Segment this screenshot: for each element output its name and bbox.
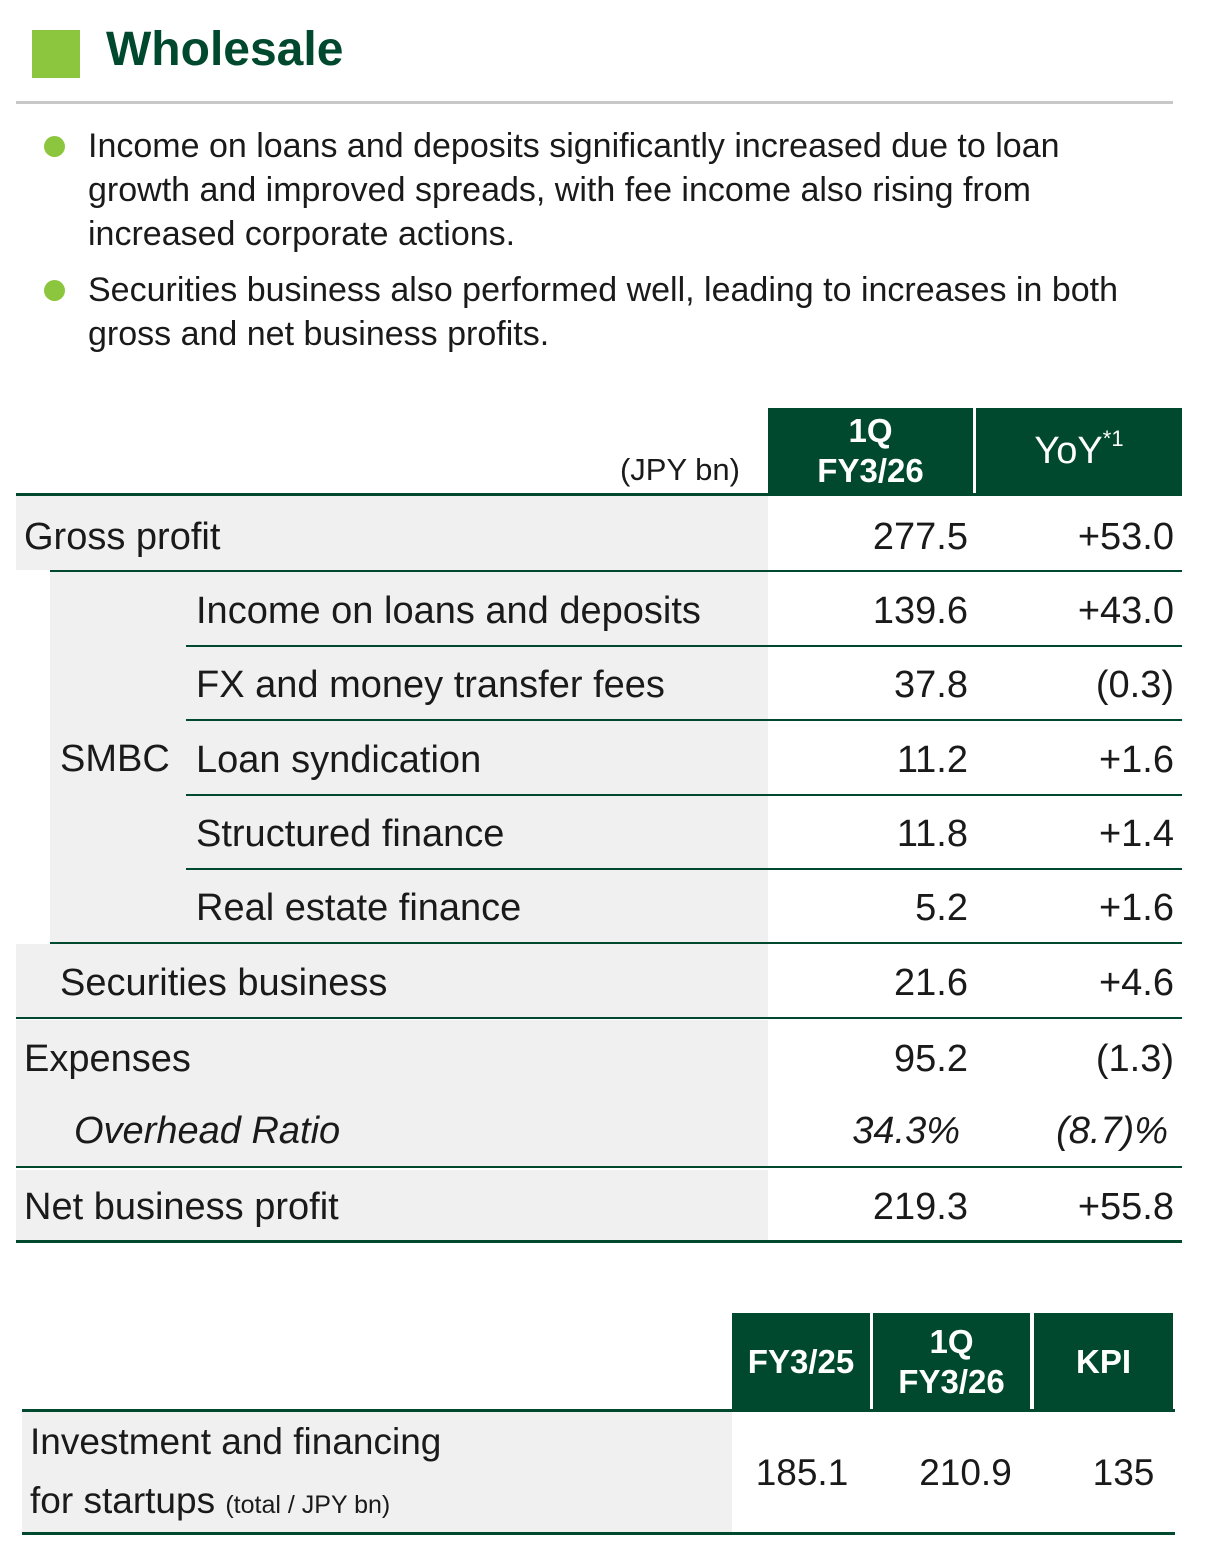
row-value: 219.3 bbox=[872, 1186, 968, 1228]
row-label: Real estate finance bbox=[196, 887, 522, 929]
row-label: Structured finance bbox=[196, 813, 505, 855]
row-label-note: (total / JPY bn) bbox=[225, 1491, 391, 1519]
row-value: 5.2 bbox=[915, 887, 968, 929]
title-divider bbox=[16, 101, 1173, 104]
unit-label: (JPY bn) bbox=[619, 452, 740, 487]
bullet-text: Securities business also performed well, leading to increases in both gross and net business profits. bbox=[88, 271, 1118, 353]
row-value: 34.3% bbox=[852, 1110, 960, 1152]
row-label: Expenses bbox=[24, 1038, 191, 1080]
row-rule bbox=[186, 719, 1182, 721]
value-fy325: 185.1 bbox=[755, 1452, 849, 1493]
row-label: Overhead Ratio bbox=[74, 1110, 341, 1152]
row-rule bbox=[16, 1017, 1182, 1019]
col-header-label: FY3/25 bbox=[747, 1342, 855, 1380]
col-header-line: 1Q bbox=[929, 1322, 974, 1360]
row-yoy: +4.6 bbox=[1098, 962, 1174, 1004]
col-header-yoy bbox=[976, 408, 1182, 494]
col-header-label: KPI bbox=[1075, 1342, 1131, 1380]
col-header-line: 1Q bbox=[848, 412, 893, 449]
value-1q-fy326: 210.9 bbox=[919, 1452, 1012, 1493]
col-header-kpi bbox=[1034, 1313, 1173, 1410]
row-value: 37.8 bbox=[894, 664, 968, 706]
row-label-line1: Investment and financing bbox=[30, 1421, 442, 1462]
bullet-dot-icon bbox=[44, 280, 65, 301]
col-header-line: FY3/26 bbox=[817, 452, 924, 489]
row-label: Loan syndication bbox=[196, 739, 482, 781]
value-kpi: 135 bbox=[1092, 1452, 1155, 1493]
col-header-label: YoY bbox=[1034, 429, 1103, 472]
row-value: 277.5 bbox=[872, 516, 968, 558]
row-rule bbox=[186, 645, 1182, 647]
row-rule bbox=[50, 942, 1182, 944]
row-yoy: (0.3) bbox=[1095, 664, 1174, 706]
row-value: 139.6 bbox=[872, 590, 968, 632]
row-yoy: +55.8 bbox=[1077, 1186, 1174, 1228]
col-header-fy325 bbox=[732, 1313, 870, 1410]
row-rule bbox=[186, 794, 1182, 796]
table-bottom-rule bbox=[16, 1240, 1182, 1243]
table-bottom-rule bbox=[22, 1532, 1175, 1535]
footnote-marker: *1 bbox=[1102, 425, 1124, 451]
row-value: 21.6 bbox=[894, 962, 968, 1004]
row-label: Securities business bbox=[60, 962, 388, 1004]
row-yoy: +1.4 bbox=[1098, 813, 1174, 855]
col-header-1q-fy326 bbox=[873, 1313, 1030, 1410]
bullet-dot-icon bbox=[44, 136, 65, 157]
row-label-line2: for startups bbox=[30, 1480, 216, 1521]
row-label: Gross profit bbox=[24, 516, 221, 558]
row-yoy: +1.6 bbox=[1098, 739, 1174, 781]
row-yoy: +53.0 bbox=[1077, 516, 1174, 558]
row-label: FX and money transfer fees bbox=[196, 664, 665, 706]
bullet-text: Income on loans and deposits significantly increased due to loan growth and improved spreads, with fee income also rising from increased corporate actions. bbox=[88, 127, 1060, 253]
row-yoy: +1.6 bbox=[1098, 887, 1174, 929]
row-yoy: +43.0 bbox=[1077, 590, 1174, 632]
row-value: 11.8 bbox=[896, 813, 968, 855]
col-header-1q-fy326 bbox=[768, 408, 973, 494]
row-label: Income on loans and deposits bbox=[196, 590, 701, 632]
col-header-line: FY3/26 bbox=[898, 1362, 1005, 1400]
row-rule bbox=[50, 570, 1182, 572]
page-title: Wholesale bbox=[106, 23, 344, 76]
bullet-item bbox=[44, 268, 1154, 356]
bullet-item bbox=[44, 124, 1154, 256]
title-marker bbox=[32, 30, 80, 78]
row-rule bbox=[16, 1166, 1182, 1168]
row-label: Net business profit bbox=[24, 1186, 339, 1228]
group-label: SMBC bbox=[60, 738, 170, 780]
row-value: 95.2 bbox=[894, 1038, 968, 1080]
row-yoy: (1.3) bbox=[1095, 1038, 1174, 1080]
row-rule bbox=[186, 868, 1182, 870]
row-yoy: (8.7)% bbox=[1056, 1110, 1168, 1152]
row-value: 11.2 bbox=[896, 739, 968, 781]
